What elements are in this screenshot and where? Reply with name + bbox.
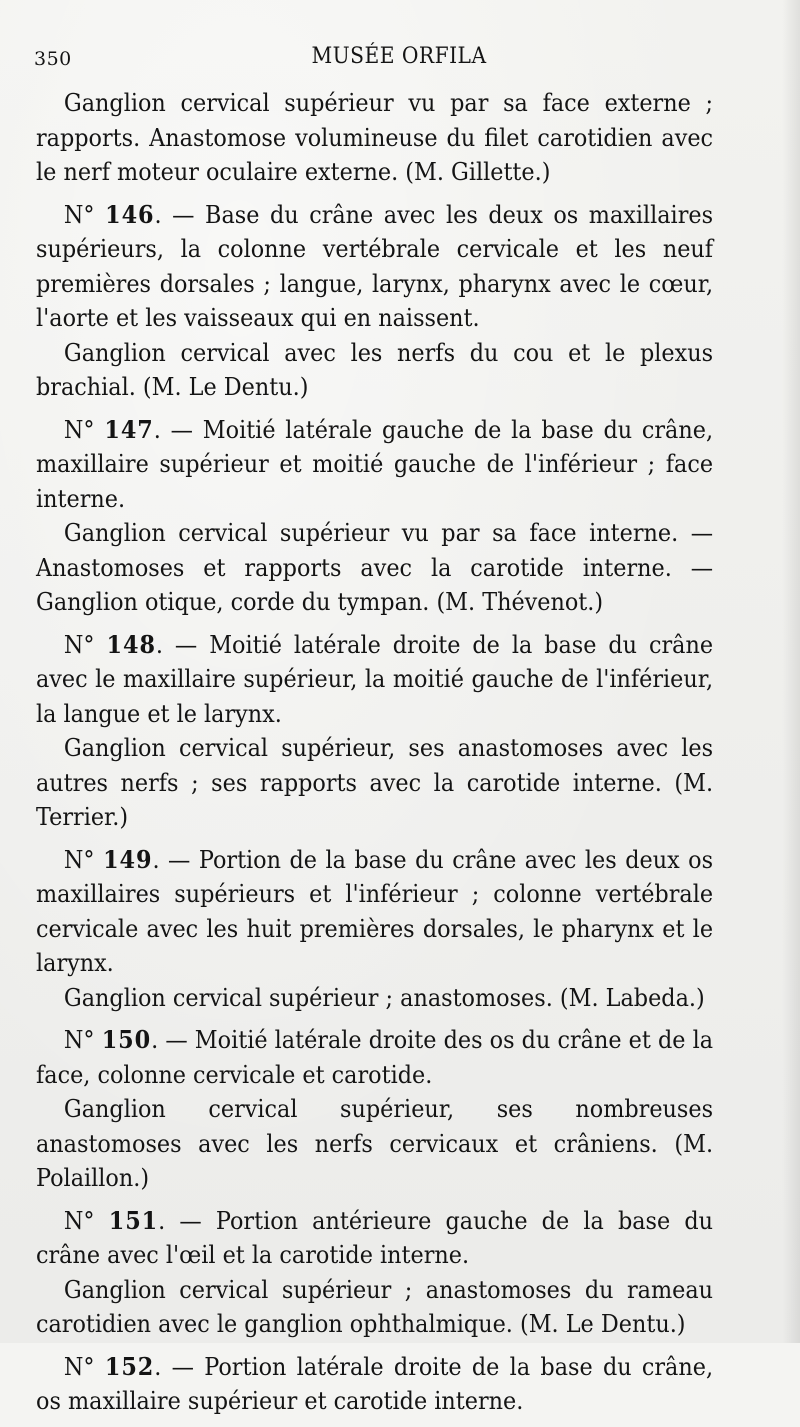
intro-entry (36, 86, 713, 190)
entry-description: Moitié latérale droite des os du crâne et de la face, colonne cervicale et carotide. (36, 1026, 714, 1089)
entry-number: 152 (104, 1351, 155, 1381)
entry-label: N° (63, 845, 95, 874)
entry-description-paragraph: N° 150. — Moitié latérale droite des os du crâne et de la face, colonne cervicale et carotide. (36, 1025, 714, 1089)
entry-description: Moitié latérale droite de la base du crâne avec le maxillaire supérieur, la moitié gauche de l'inférieur, la langue et le larynx. (36, 630, 714, 728)
catalog-entry-149 (36, 843, 713, 1016)
entry-label: N° (63, 630, 95, 659)
entry-label: N° (63, 1026, 95, 1054)
entry-description-paragraph: N° 152. — Portion latérale droite de la base du crâne, os maxillaire supérieur et carotide interne. (36, 1351, 714, 1415)
page-edge-shadow (782, 0, 800, 1343)
entry-label: N° (63, 1352, 95, 1381)
page-header (34, 44, 764, 74)
catalog-entry-147 (36, 413, 713, 620)
entry-description-paragraph: N° 151. — Portion antérieure gauche de la base du crâne avec l'œil et la carotide interne. (36, 1205, 714, 1269)
entry-number: 146 (105, 199, 155, 229)
entry-note: Ganglion cervical supérieur ; anastomoses du rameau carotidien avec le ganglion ophthalmique. (M. Le Dentu.) (36, 1275, 714, 1338)
page-number: 350 (34, 48, 72, 70)
entry-label: N° (63, 200, 95, 229)
entry-number: 149 (103, 844, 153, 874)
entry-description-paragraph: N° 146. — Base du crâne avec les deux os maxillaires supérieurs, la colonne vertébrale cervicale et les neuf premières dorsales ; langue, larynx, pharynx avec le cœur, l'aorte et les vaisseaux qui en naissent. (36, 199, 714, 332)
catalog-entry-146 (36, 198, 713, 405)
entry-note: Ganglion cervical supérieur, ses anastomoses avec les autres nerfs ; ses rapports avec la carotide interne. (M. Terrier.) (36, 734, 714, 831)
entry-note: Ganglion cervical supérieur vu par sa face externe ; rapports. Anastomose volumineuse du filet carotidien avec le nerf moteur oculaire externe. (M. Gillette.) (36, 89, 714, 186)
catalog-entry-148 (36, 628, 713, 835)
running-title: MUSÉE ORFILA (311, 44, 487, 69)
entry-description-paragraph: N° 149. — Portion de la base du crâne avec les deux os maxillaires supérieurs et l'inférieur ; colonne vertébrale cervicale avec les huit premières dorsales, le pharynx et le larynx. (36, 844, 714, 977)
catalog-entry-151 (36, 1204, 713, 1342)
catalog-entry-152 (36, 1350, 713, 1419)
page-body (36, 86, 713, 1427)
entry-note: Ganglion cervical supérieur vu par sa face interne. — Anastomoses et rapports avec la carotide interne. — Ganglion otique, corde du tympan. (M. Thévenot.) (36, 519, 714, 616)
entry-description: Portion latérale droite de la base du crâne, os maxillaire supérieur et carotide interne. (36, 1352, 714, 1415)
entry-label: N° (63, 415, 95, 444)
entry-number: 150 (101, 1025, 152, 1054)
entry-number: 151 (108, 1205, 159, 1235)
entry-description: Moitié latérale gauche de la base du crâne, maxillaire supérieur et moitié gauche de l'inférieur ; face interne. (36, 415, 714, 513)
entry-label: N° (63, 1206, 95, 1235)
entry-note: Ganglion cervical supérieur, ses nombreuses anastomoses avec les nerfs cervicaux et crâniens. (M. Polaillon.) (36, 1095, 714, 1192)
entry-description: Base du crâne avec les deux os maxillaires supérieurs, la colonne vertébrale cervicale et les neuf premières dorsales ; langue, larynx, pharynx avec le cœur, l'aorte et les vaisseaux qui en naissent. (36, 200, 714, 332)
entry-number: 148 (106, 629, 156, 659)
entry-note: Ganglion cervical supérieur ; anastomoses. (M. Labeda.) (63, 983, 705, 1012)
entry-description: Portion de la base du crâne avec les deux os maxillaires supérieurs et l'inférieur ; colonne vertébrale cervicale avec les huit premières dorsales, le pharynx et le larynx. (36, 845, 714, 977)
catalog-entry-150 (36, 1023, 713, 1196)
entry-description: Portion antérieure gauche de la base du crâne avec l'œil et la carotide interne. (36, 1206, 714, 1269)
entry-description-paragraph: N° 148. — Moitié latérale droite de la base du crâne avec le maxillaire supérieur, la moitié gauche de l'inférieur, la langue et le larynx. (36, 629, 714, 728)
entry-note: Ganglion cervical avec les nerfs du cou et le plexus brachial. (M. Le Dentu.) (36, 338, 714, 401)
entry-number: 147 (104, 414, 154, 444)
entry-description-paragraph: N° 147. — Moitié latérale gauche de la base du crâne, maxillaire supérieur et moitié gauche de l'inférieur ; face interne. (36, 414, 714, 513)
